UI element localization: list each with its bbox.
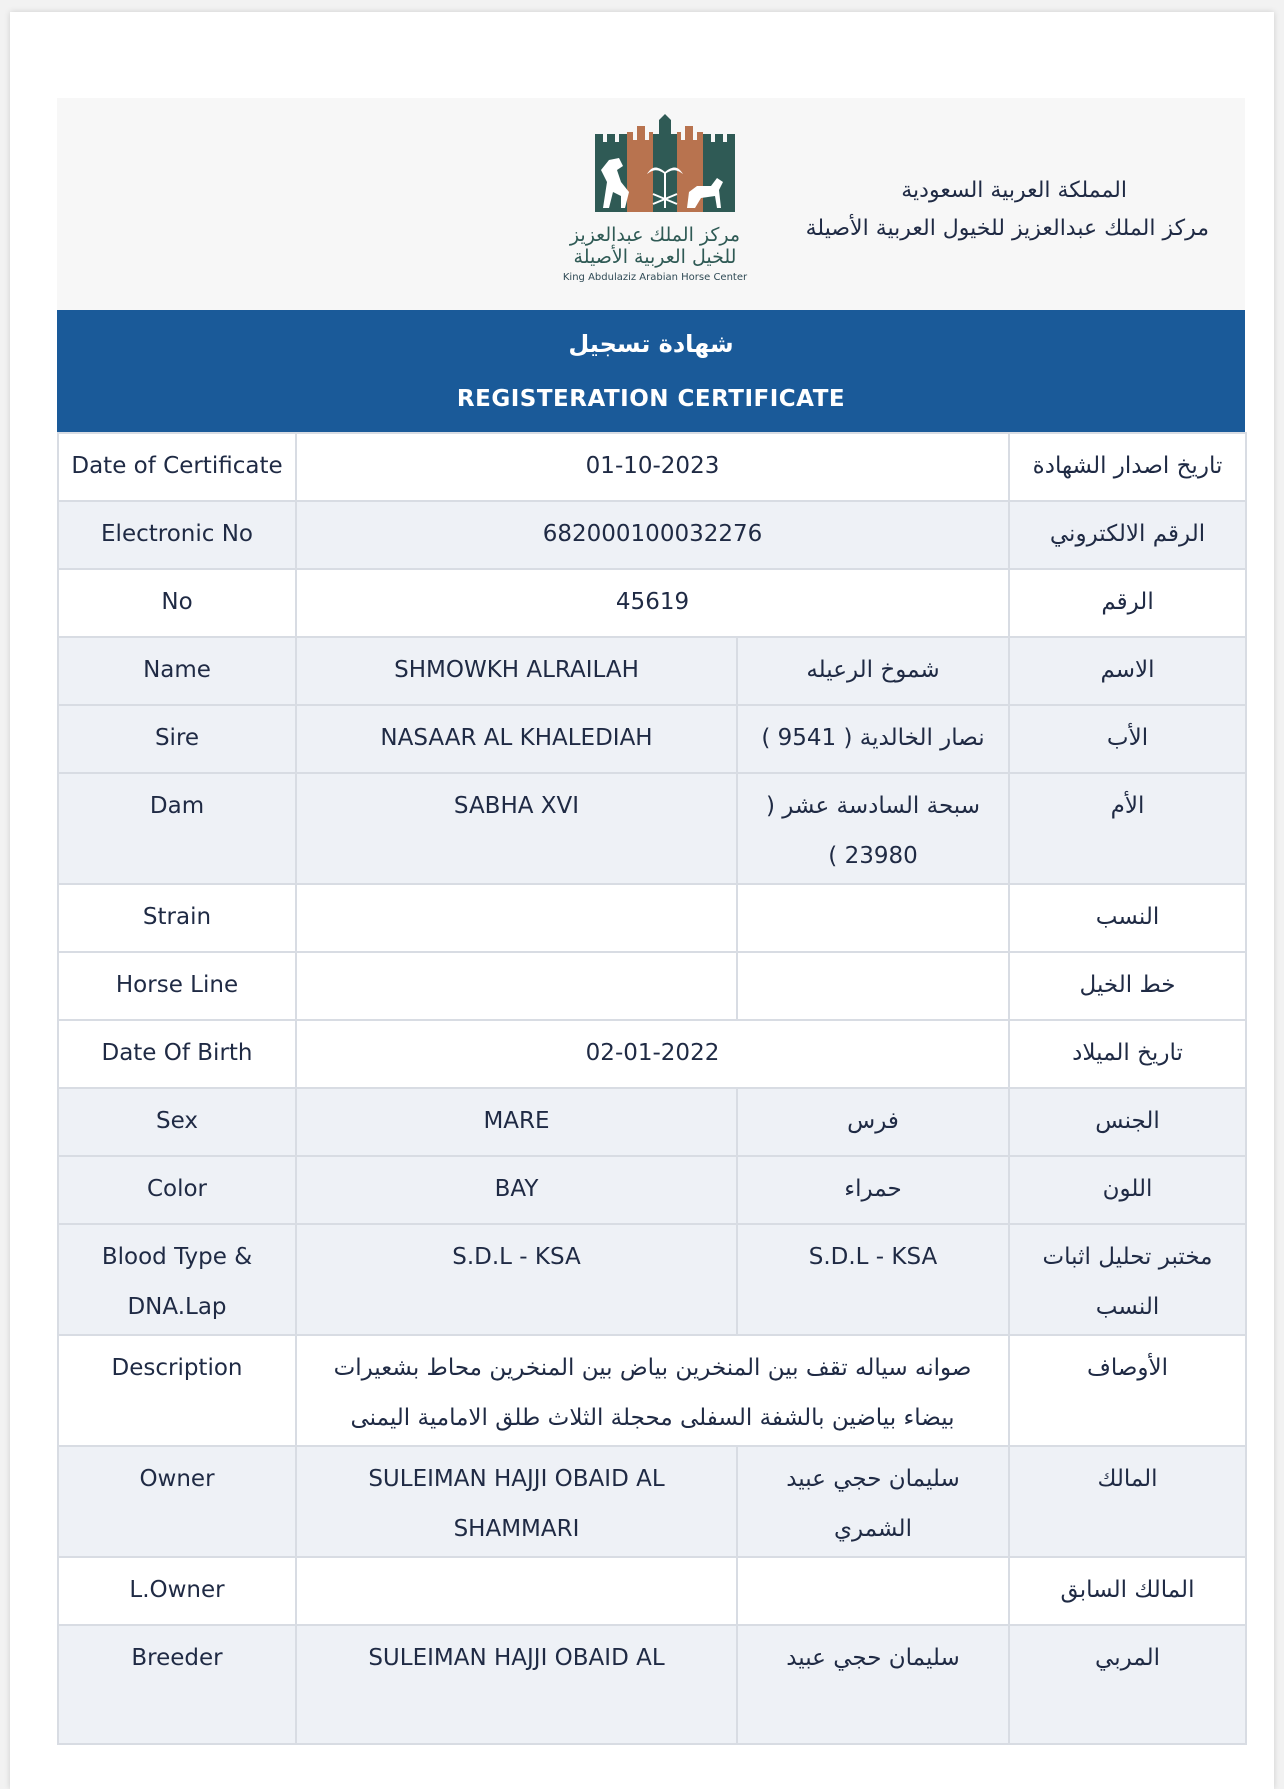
certificate-table <box>57 432 1247 1745</box>
date-of-birth-value: 02-01-2022 <box>296 1020 1009 1088</box>
blood-type-value-ar: S.D.L - KSA <box>737 1224 1009 1335</box>
last-owner-value-en <box>296 1557 737 1625</box>
label-en: Horse Line <box>58 952 296 1020</box>
label-en: Date of Certificate <box>58 433 296 501</box>
logo-english-line: King Abdulaziz Arabian Horse Center <box>562 272 748 283</box>
kingdom-title: المملكة العربية السعودية <box>901 178 1127 203</box>
label-ar: الرقم الالكتروني <box>1009 501 1246 569</box>
certificate-sheet <box>10 12 1274 1789</box>
strain-value-ar <box>737 884 1009 952</box>
label-ar: اللون <box>1009 1156 1246 1224</box>
certificate-header <box>57 98 1245 310</box>
label-ar: المربي <box>1009 1625 1246 1744</box>
name-value-ar: شموخ الرعيله <box>737 637 1009 705</box>
horse-line-value-en <box>296 952 737 1020</box>
electronic-no-value: 682000100032276 <box>296 501 1009 569</box>
color-value-en: BAY <box>296 1156 737 1224</box>
label-ar: الأوصاف <box>1009 1335 1246 1446</box>
table-row <box>58 773 1246 884</box>
color-value-ar: حمراء <box>737 1156 1009 1224</box>
label-en: No <box>58 569 296 637</box>
label-en: Color <box>58 1156 296 1224</box>
sex-value-en: MARE <box>296 1088 737 1156</box>
logo-arabic-line-2: للخيل العربية الأصيلة <box>573 246 737 268</box>
table-row <box>58 1088 1246 1156</box>
label-ar: الرقم <box>1009 569 1246 637</box>
table-row <box>58 1335 1246 1446</box>
table-row <box>58 952 1246 1020</box>
sire-value-en: NASAAR AL KHALEDIAH <box>296 705 737 773</box>
label-en: L.Owner <box>58 1557 296 1625</box>
label-ar: الأم <box>1009 773 1246 884</box>
sex-value-ar: فرس <box>737 1088 1009 1156</box>
table-row <box>58 1625 1246 1744</box>
table-row <box>58 1557 1246 1625</box>
label-ar: تاريخ الميلاد <box>1009 1020 1246 1088</box>
label-en: Electronic No <box>58 501 296 569</box>
horse-castle-emblem-icon <box>545 112 765 224</box>
banner-title-english: REGISTERATION CERTIFICATE <box>456 386 846 412</box>
description-value-ar: صوانه سياله تقف بين المنخرين بياض بين المنخرين محاط بشعيرات بيضاء بياضين بالشفة السفلى محجلة الثلاث طلق الامامية اليمنى <box>296 1335 1009 1446</box>
label-en: Sex <box>58 1088 296 1156</box>
table-row <box>58 501 1246 569</box>
horse-line-value-ar <box>737 952 1009 1020</box>
label-en: Blood Type & DNA.Lap <box>58 1224 296 1335</box>
label-ar: الجنس <box>1009 1088 1246 1156</box>
label-en: Dam <box>58 773 296 884</box>
table-row <box>58 1156 1246 1224</box>
center-title: مركز الملك عبدالعزيز للخيول العربية الأصيلة <box>805 216 1209 241</box>
label-en: Name <box>58 637 296 705</box>
table-row <box>58 705 1246 773</box>
label-ar: مختبر تحليل اثبات النسب <box>1009 1224 1246 1335</box>
last-owner-value-ar <box>737 1557 1009 1625</box>
label-en: Date Of Birth <box>58 1020 296 1088</box>
no-value: 45619 <box>296 569 1009 637</box>
sire-value-ar: نصار الخالدية ( 9541 ) <box>737 705 1009 773</box>
label-en: Strain <box>58 884 296 952</box>
label-ar: تاريخ اصدار الشهادة <box>1009 433 1246 501</box>
label-en: Description <box>58 1335 296 1446</box>
center-logo <box>545 112 765 292</box>
logo-arabic-line-1: مركز الملك عبدالعزيز <box>569 224 741 246</box>
table-row <box>58 433 1246 501</box>
owner-value-en: SULEIMAN HAJJI OBAID AL SHAMMARI <box>296 1446 737 1557</box>
owner-value-ar: سليمان حجي عبيد الشمري <box>737 1446 1009 1557</box>
table-row <box>58 1020 1246 1088</box>
label-ar: النسب <box>1009 884 1246 952</box>
label-en: Owner <box>58 1446 296 1557</box>
table-row <box>58 569 1246 637</box>
label-ar: الأب <box>1009 705 1246 773</box>
label-ar: خط الخيل <box>1009 952 1246 1020</box>
table-row <box>58 884 1246 952</box>
banner-title-arabic: شهادة تسجيل <box>568 330 734 358</box>
label-en: Sire <box>58 705 296 773</box>
label-ar: المالك السابق <box>1009 1557 1246 1625</box>
label-en: Breeder <box>58 1625 296 1744</box>
name-value-en: SHMOWKH ALRAILAH <box>296 637 737 705</box>
label-ar: الاسم <box>1009 637 1246 705</box>
table-row <box>58 1224 1246 1335</box>
dam-value-en: SABHA XVI <box>296 773 737 884</box>
certificate-banner <box>57 310 1245 432</box>
table-row <box>58 1446 1246 1557</box>
breeder-value-ar: سليمان حجي عبيد <box>737 1625 1009 1744</box>
breeder-value-en: SULEIMAN HAJJI OBAID AL <box>296 1625 737 1744</box>
label-ar: المالك <box>1009 1446 1246 1557</box>
table-row <box>58 637 1246 705</box>
strain-value-en <box>296 884 737 952</box>
dam-value-ar: سبحة السادسة عشر ( 23980 ) <box>737 773 1009 884</box>
date-of-certificate-value: 01-10-2023 <box>296 433 1009 501</box>
blood-type-value-en: S.D.L - KSA <box>296 1224 737 1335</box>
